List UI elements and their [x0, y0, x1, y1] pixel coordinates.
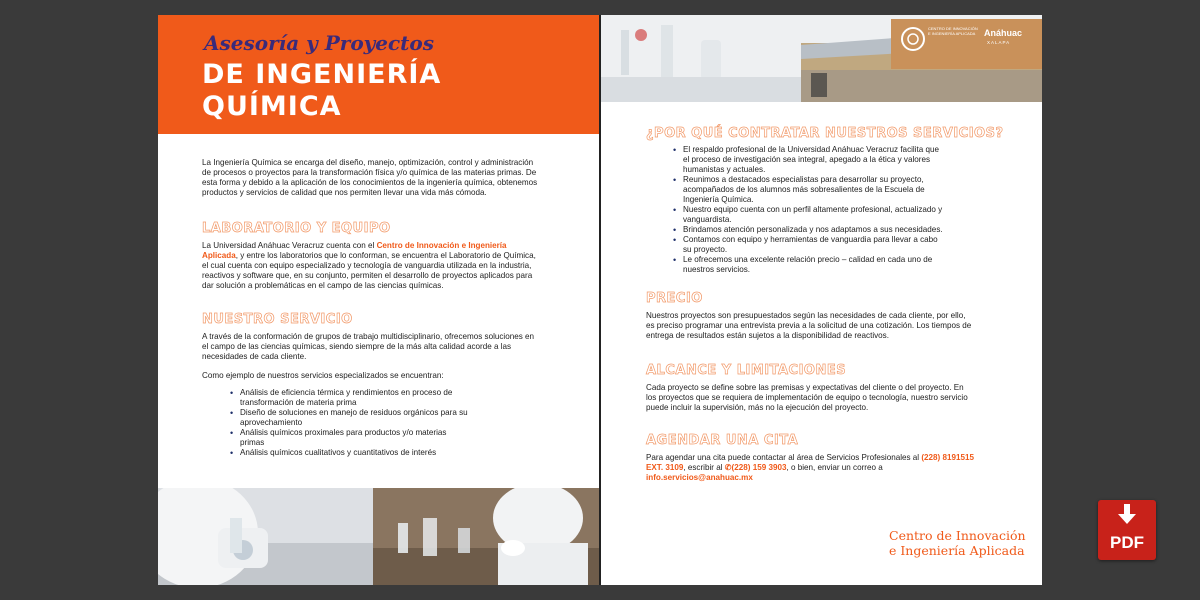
heading-cita: AGENDAR UNA CITA [646, 433, 799, 448]
heading-laboratorio: LABORATORIO Y EQUIPO [202, 221, 391, 236]
servicio-example-intro: Como ejemplo de nuestros servicios especializados se encuentran: [202, 371, 444, 380]
list-item: • Diseño de soluciones en manejo de residuos orgánicos para su aprovechamiento [230, 408, 470, 428]
list-item: • Reunimos a destacados especialistas para desarrollar su proyecto, acompañados de los alumnos más sobresalientes de la Escuela de Ingeniería Química. [673, 175, 943, 205]
phone-office-link[interactable]: (228) 8191515 EXT. 3109 [646, 453, 975, 472]
brochure-page-right [601, 15, 1042, 585]
servicio-section [202, 332, 542, 458]
laboratory-photo [158, 488, 599, 585]
building-photo [601, 15, 1042, 102]
phone-whatsapp-link[interactable]: (228) 159 3903 [731, 463, 787, 472]
pdf-download-button[interactable] [1098, 500, 1156, 560]
list-item: • Contamos con equipo y herramientas de vanguardia para llevar a cabo su proyecto. [673, 235, 943, 255]
porque-list [673, 145, 943, 275]
heading-precio: PRECIO [646, 291, 703, 306]
main-title-line1: DE INGENIERÍA [202, 59, 442, 90]
heading-porque: ¿POR QUÉ CONTRATAR NUESTROS SERVICIOS? [646, 126, 1004, 141]
laboratorio-paragraph: La Universidad Anáhuac Veracruz cuenta con el Centro de Innovación e Ingeniería Aplicada, y entre los laboratorios que lo conforman, se encuentra el Laboratorio de Química, el cual cuenta con equipo especializado y tecnología de vanguardia utilizada en la industria, reactivos y software que, en su conjunto, permiten el desarrollo de proyectos aplicados para dar solución a problemáticas en el campo de las ciencias químicas. [202, 241, 536, 290]
pdf-label: PDF [1110, 533, 1144, 552]
list-item: • Análisis de eficiencia térmica y rendimientos en proceso de transformación de materia prima [230, 388, 470, 408]
lab-scene-illustration [158, 488, 599, 585]
list-item: • Le ofrecemos una excelente relación precio – calidad en cada uno de nuestros servicios. [673, 255, 943, 275]
heading-alcance: ALCANCE Y LIMITACIONES [646, 363, 847, 378]
alcance-paragraph: Cada proyecto se define sobre las premisas y expectativas del cliente o del proyecto. En los proyectos que se requiera de implementación de equipo o tecnología, nuestro servicio puede incluir la supervisión, más no la ejecución del proyecto. [646, 383, 968, 412]
email-link[interactable]: info.servicios@anahuac.mx [646, 473, 753, 482]
building-sign-campus: XALAPA [987, 40, 1011, 45]
servicio-paragraph: A través de la conformación de grupos de trabajo multidisciplinario, ofrecemos soluciones en el campo de las ciencias químicas, siendo siempre de la más alta calidad acorde a las necesidades de cada cliente. [202, 332, 535, 361]
intro-paragraph: La Ingeniería Química se encarga del diseño, manejo, optimización, control y administración de procesos o proyectos para la transformación física y/o química de las materias primas. De esta forma y debido a la aplicación de los conocimientos de la ingeniería química, obtenemos productos y servicios de calidad que nos permiten llevar una vida más cómoda. [202, 158, 538, 197]
script-title: Asesoría y Proyectos [204, 31, 435, 55]
servicio-list [230, 388, 470, 458]
heading-servicio: NUESTRO SERVICIO [202, 312, 353, 327]
building-sign-brand: Anáhuac [984, 28, 1023, 38]
main-title-line2: QUÍMICA [202, 91, 342, 122]
building-sign-center: CENTRO DE INNOVACIÓN E INGENIERÍA APLICADA [928, 26, 978, 36]
brochure-page-left [158, 15, 599, 585]
center-logo: Centro de Innovación e Ingeniería Aplicada [889, 528, 1026, 558]
title-banner [158, 15, 599, 134]
list-item: • El respaldo profesional de la Universidad Anáhuac Veracruz facilita que el proceso de investigación sea integral, apegado a la ética y valores humanistas y actuales. [673, 145, 943, 175]
precio-paragraph: Nuestros proyectos son presupuestados según las necesidades de cada cliente, por ello, es preciso programar una entrevista previa a la solicitud de una cotización. Los tiempos de entrega de resultados están sujetos a la disponibilidad de reactivos. [646, 311, 972, 340]
cita-paragraph: Para agendar una cita puede contactar al área de Servicios Profesionales al (228) 8191515 EXT. 3109, escribir al ✆(228) 159 3903, o bien, enviar un correo a info.servicios@anahuac.mx [646, 453, 975, 482]
list-item: • Nuestro equipo cuenta con un perfil altamente profesional, actualizado y vanguardista. [673, 205, 943, 225]
whatsapp-icon: ✆ [724, 463, 732, 472]
list-item: • Brindamos atención personalizada y nos adaptamos a sus necesidades. [673, 225, 943, 235]
list-item: • Análisis químicos proximales para productos y/o materias primas [230, 428, 470, 448]
list-item: • Análisis químicos cualitativos y cuantitativos de interés [230, 448, 470, 458]
center-link[interactable]: Centro de Innovación e Ingeniería Aplicada [202, 241, 507, 260]
download-arrow-icon [1114, 504, 1140, 528]
